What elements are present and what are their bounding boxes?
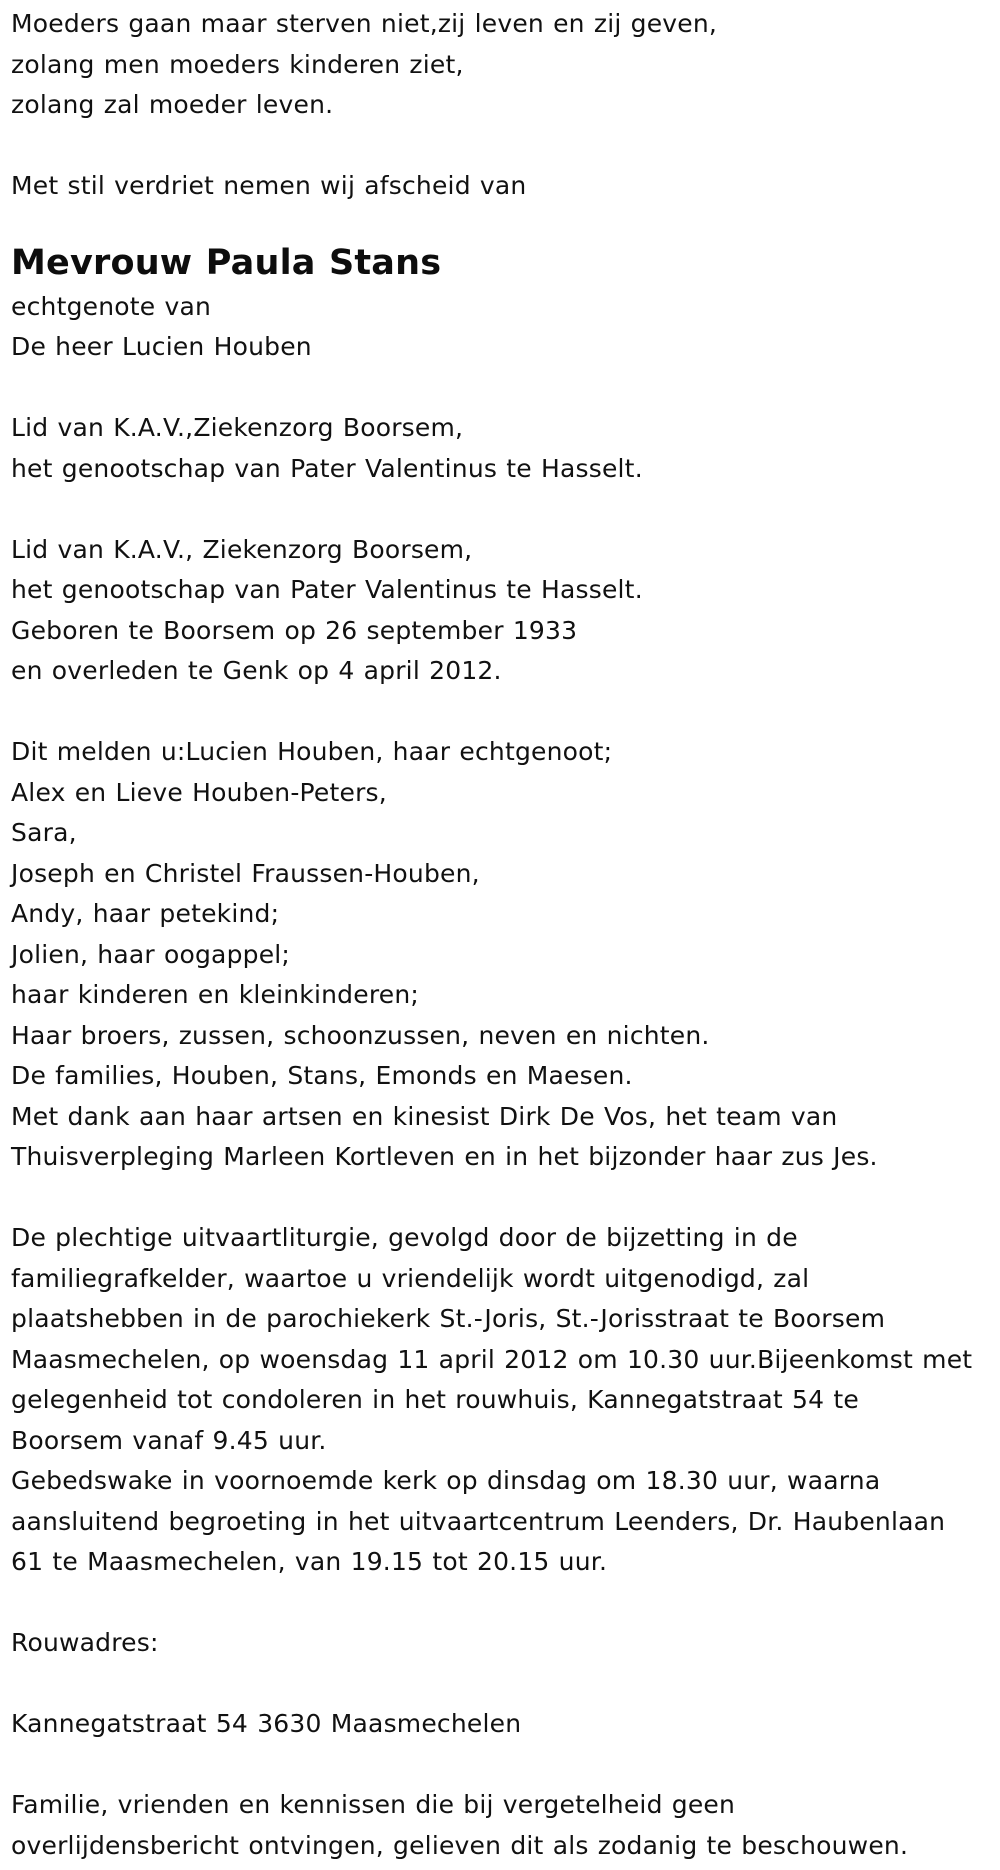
family-line: Joseph en Christel Fraussen-Houben, (11, 858, 480, 888)
spacer (11, 126, 996, 167)
family-line: Sara, (11, 818, 77, 847)
thanks-line: Thuisverpleging Marleen Kortleven en in het bijzonder haar zus Jes. (11, 1142, 878, 1171)
death-line: en overleden te Genk op 4 april 2012. (11, 656, 502, 685)
poem (11, 4, 996, 126)
membership-line: Lid van K.A.V., Ziekenzorg Boorsem, (11, 534, 473, 564)
closing-line: Familie, vrienden en kennissen die bij vergetelheid geen (11, 1790, 736, 1819)
obituary-document (11, 4, 996, 1866)
closing-line: overlijdensbericht ontvingen, gelieven dit als zodanig te beschouwen. (11, 1830, 909, 1860)
birth-line: Geboren te Boorsem op 26 september 1933 (11, 615, 578, 645)
address-text: Kannegatstraat 54 3630 Maasmechelen (11, 1709, 522, 1738)
family-line: Jolien, haar oogappel; (11, 939, 291, 969)
ceremony-block (11, 1218, 996, 1583)
intro-text: Met stil verdriet nemen wij afscheid van (11, 171, 527, 200)
poem-line: Moeders gaan maar sterven niet,zij leven en zij geven, (11, 9, 718, 38)
membership-line: het genootschap van Pater Valentinus te Hasselt. (11, 453, 643, 483)
ceremony-line: Maasmechelen, op woensdag 11 april 2012 om 10.30 uur.Bijeenkomst met (11, 1344, 973, 1374)
ceremony-line: gelegenheid tot condoleren in het rouwhuis, Kannegatstraat 54 te (11, 1385, 859, 1414)
ceremony-line: plaatshebben in de parochiekerk St.-Joris, St.-Jorisstraat te Boorsem (11, 1304, 886, 1333)
vigil-line: 61 te Maasmechelen, van 19.15 tot 20.15 uur. (11, 1547, 608, 1576)
spacer (11, 368, 996, 409)
family-line: Dit melden u:Lucien Houben, haar echtgenoot; (11, 737, 613, 766)
spacer (11, 207, 996, 235)
vigil-line: Gebedswake in voornoemde kerk op dinsdag om 18.30 uur, waarna (11, 1466, 881, 1495)
relation-line: echtgenote van (11, 291, 212, 321)
membership-line: Lid van K.A.V.,Ziekenzorg Boorsem, (11, 413, 464, 442)
spacer (11, 1178, 996, 1219)
thanks-line: Met dank aan haar artsen en kinesist Dirk De Vos, het team van (11, 1101, 838, 1131)
relation-line: De heer Lucien Houben (11, 332, 312, 361)
family-line: Andy, haar petekind; (11, 899, 280, 928)
family-block (11, 732, 996, 1178)
spacer (11, 1664, 996, 1705)
ceremony-line: Boorsem vanaf 9.45 uur. (11, 1425, 327, 1455)
membership-block-2 (11, 530, 996, 692)
family-line: Alex en Lieve Houben-Peters, (11, 777, 387, 807)
family-line: haar kinderen en kleinkinderen; (11, 980, 419, 1009)
spacer (11, 1583, 996, 1624)
closing-block (11, 1785, 996, 1866)
vigil-line: aansluitend begroeting in het uitvaartcentrum Leenders, Dr. Haubenlaan (11, 1506, 946, 1536)
poem-line: zolang men moeders kinderen ziet, (11, 49, 464, 79)
spacer (11, 1745, 996, 1786)
ceremony-line: De plechtige uitvaartliturgie, gevolgd door de bijzetting in de (11, 1223, 798, 1252)
address-label: Rouwadres: (11, 1628, 159, 1657)
poem-line: zolang zal moeder leven. (11, 90, 334, 119)
ceremony-line: familiegrafkelder, waartoe u vriendelijk wordt uitgenodigd, zal (11, 1263, 810, 1293)
spacer (11, 692, 996, 733)
spacer (11, 489, 996, 530)
family-line: De families, Houben, Stans, Emonds en Maesen. (11, 1061, 633, 1090)
membership-block-1 (11, 408, 996, 489)
membership-line: het genootschap van Pater Valentinus te Hasselt. (11, 575, 643, 604)
deceased-name: Mevrouw Paula Stans (11, 242, 442, 283)
family-line: Haar broers, zussen, schoonzussen, neven en nichten. (11, 1020, 710, 1050)
